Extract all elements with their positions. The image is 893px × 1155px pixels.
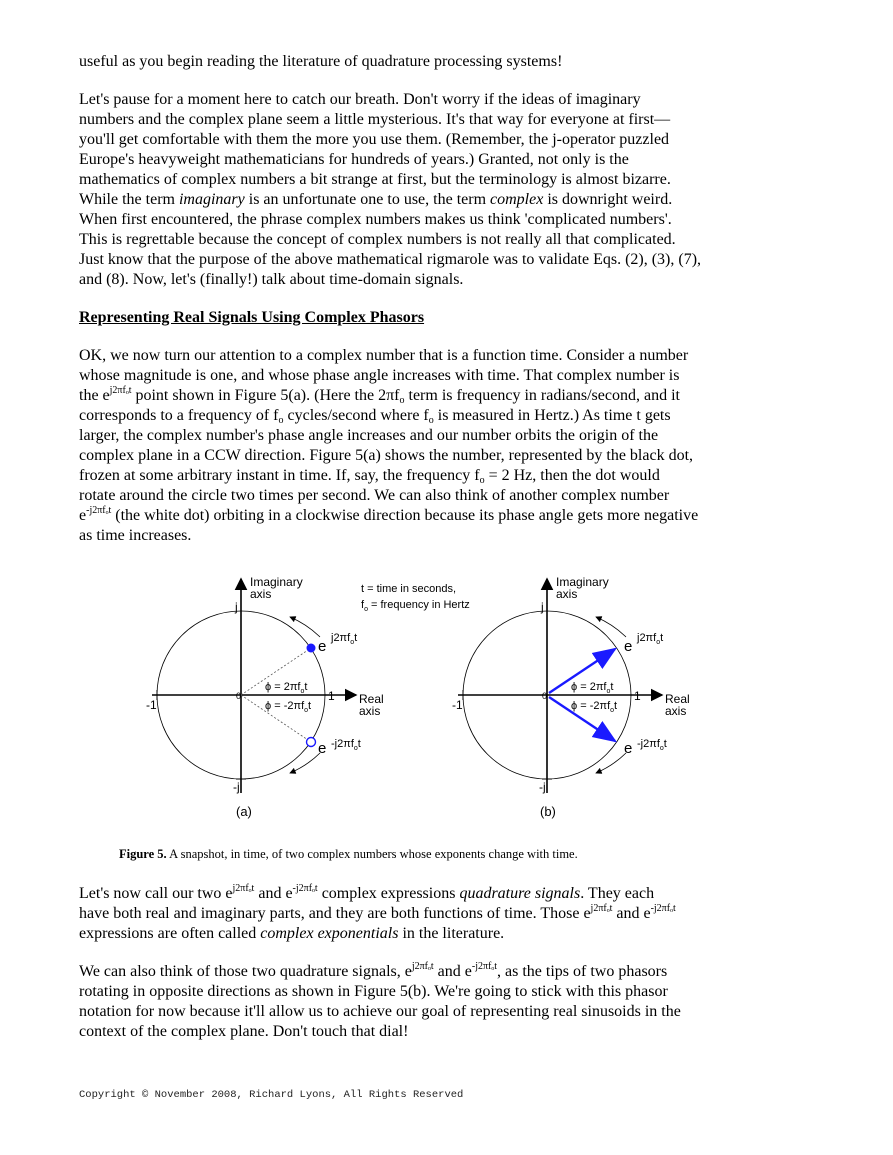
origin-label: 0 xyxy=(236,691,242,701)
one-label: 1 xyxy=(634,689,641,703)
legend-line: $f_o$ = frequency in Hertz xyxy=(361,599,470,613)
paragraph-phasor-tips xyxy=(79,962,779,1042)
imag-axis-label: axis xyxy=(556,587,578,601)
text-line: This is regrettable because the concept of complex numbers is not really all that complicated. xyxy=(79,231,676,248)
legend xyxy=(361,583,470,613)
real-axis-label: Real xyxy=(359,692,384,706)
text-line: When first encountered, the phrase complex numbers makes us think 'complicated numbers'. xyxy=(79,211,672,228)
text-line: $e^{-j2\pi f_ot}$ (the white dot) orbiting in a clockwise direction because its phase angle gets more negative xyxy=(79,505,699,524)
neg-j-label: -j xyxy=(539,780,546,794)
text-line: the $e^{j2\pi f_ot}$ point shown in Figure 5(a). (Here the $2\pi f_o$ term is frequency in radians/second, and it xyxy=(79,385,680,406)
imag-axis-label: Imaginary xyxy=(556,575,609,589)
j-label: j xyxy=(541,600,544,614)
panel-label: (b) xyxy=(540,804,556,819)
ccw-arrow xyxy=(290,617,320,637)
imag-axis-label: Imaginary xyxy=(250,575,303,589)
text-line: whose magnitude is one, and whose phase angle increases with time. That complex number is xyxy=(79,367,680,384)
real-axis-label: Real xyxy=(665,692,690,706)
phi-neg-label: $\phi = -2\pi f_ot$ xyxy=(265,700,312,714)
phi-neg-label: $\phi = -2\pi f_ot$ xyxy=(571,700,618,714)
text-line: Let's now call our two $e^{j2\pi f_ot}$ and $e^{-j2\pi f_ot}$ complex expressions quadrature signals. They each xyxy=(79,883,655,902)
text-line: complex plane in a CCW direction. Figure 5(a) shows the number, represented by the black dot, xyxy=(79,447,694,464)
figure-5 xyxy=(0,565,893,835)
real-axis-label: axis xyxy=(665,704,687,718)
paragraph-intro: useful as you begin reading the literature of quadrature processing systems! xyxy=(79,53,563,70)
text-line: frozen at some arbitrary instant in time. If, say, the frequency $f_o = 2$ Hz, then the dot would xyxy=(79,467,660,486)
phi-pos-label: $\phi = 2\pi f_ot$ xyxy=(265,681,308,695)
text-line: corresponds to a frequency of $f_o$ cycles/second where $f_o$ is measured in Hertz.) As time t gets xyxy=(79,407,671,426)
neg-one-label: -1 xyxy=(146,698,157,712)
j-label: j xyxy=(235,600,238,614)
one-label: 1 xyxy=(328,689,335,703)
exp-pos: $j2\pi f_ot$ xyxy=(331,632,358,646)
text-line: notation for now because it'll allow us to achieve our goal of representing real sinusoids in the xyxy=(79,1003,681,1020)
neg-one-label: -1 xyxy=(452,698,463,712)
neg-j-label: -j xyxy=(233,780,240,794)
section-heading: Representing Real Signals Using Complex Phasors xyxy=(79,309,425,326)
text-line: as time increases. xyxy=(79,527,192,544)
imag-axis-label: axis xyxy=(250,587,272,601)
cw-arrow xyxy=(290,753,320,773)
copyright-footer: Copyright © November 2008, Richard Lyons, All Rights Reserved xyxy=(79,1089,464,1101)
text-line: rotating in opposite directions as shown in Figure 5(b). We're going to stick with this phasor xyxy=(79,983,668,1000)
legend-line: t = time in seconds, xyxy=(361,583,457,595)
text-line: While the term imaginary is an unfortunate one to use, the term complex is downright weird. xyxy=(79,191,673,208)
page-body xyxy=(79,52,779,546)
text-line: and (8). Now, let's (finally!) talk about time-domain signals. xyxy=(79,271,464,288)
phi-pos-label: $\phi = 2\pi f_ot$ xyxy=(571,681,614,695)
e-pos-label: e xyxy=(624,638,633,655)
text-line: mathematics of complex numbers a bit strange at first, but the terminology is almost bizarre. xyxy=(79,171,671,188)
paragraph-phasor xyxy=(79,346,779,546)
paragraph-quadrature xyxy=(79,884,779,944)
black-dot xyxy=(307,644,316,653)
text-line: OK, we now turn our attention to a complex number that is a function time. Consider a number xyxy=(79,347,689,364)
text-line: expressions are often called complex exponentials in the literature. xyxy=(79,925,505,942)
exp-neg: $-j2\pi f_ot$ xyxy=(331,738,361,752)
panel-label: (a) xyxy=(236,804,252,819)
text-line: you'll get comfortable with them the more you use them. (Remember, the j-operator puzzled xyxy=(79,131,670,148)
text-line: have both real and imaginary parts, and they are both functions of time. Those $e^{j2\pi f_ot}$ and $e^{-j2\pi f_ot}$ xyxy=(79,903,676,922)
text-line: larger, the complex number's phase angle increases and our number orbits the origin of the xyxy=(79,427,659,444)
origin-label: 0 xyxy=(542,691,548,701)
text-line: Just know that the purpose of the above mathematical rigmarole was to validate Eqs. (2), (3), (7), xyxy=(79,251,702,268)
panel-b xyxy=(452,575,690,819)
text-line: Let's pause for a moment here to catch our breath. Don't worry if the ideas of imaginary xyxy=(79,91,641,108)
e-neg-label: e xyxy=(318,740,327,757)
e-pos-label: e xyxy=(318,638,327,655)
figure-caption: Figure 5. A snapshot, in time, of two complex numbers whose exponents change with time. xyxy=(119,847,578,861)
exp-neg: $-j2\pi f_ot$ xyxy=(637,738,667,752)
e-neg-label: e xyxy=(624,740,633,757)
panel-a xyxy=(146,575,384,819)
white-dot xyxy=(307,738,316,747)
text-line: numbers and the complex plane seem a little mysterious. It's that way for everyone at first— xyxy=(79,111,671,128)
real-axis-label: axis xyxy=(359,704,381,718)
paragraph-pause xyxy=(79,90,779,290)
text-line: Europe's heavyweight mathematicians for hundreds of years.) Granted, not only is the xyxy=(79,151,629,168)
text-line: We can also think of those two quadrature signals, $e^{j2\pi f_ot}$ and $e^{-j2\pi f_ot}$, as the tips of two phasors xyxy=(79,961,668,980)
cw-arrow xyxy=(596,753,626,773)
text-line: context of the complex plane. Don't touch that dial! xyxy=(79,1023,409,1040)
exp-pos: $j2\pi f_ot$ xyxy=(637,632,664,646)
text-line: rotate around the circle two times per second. We can also think of another complex number xyxy=(79,487,670,504)
page-body-lower xyxy=(79,884,779,1042)
ccw-arrow xyxy=(596,617,626,637)
